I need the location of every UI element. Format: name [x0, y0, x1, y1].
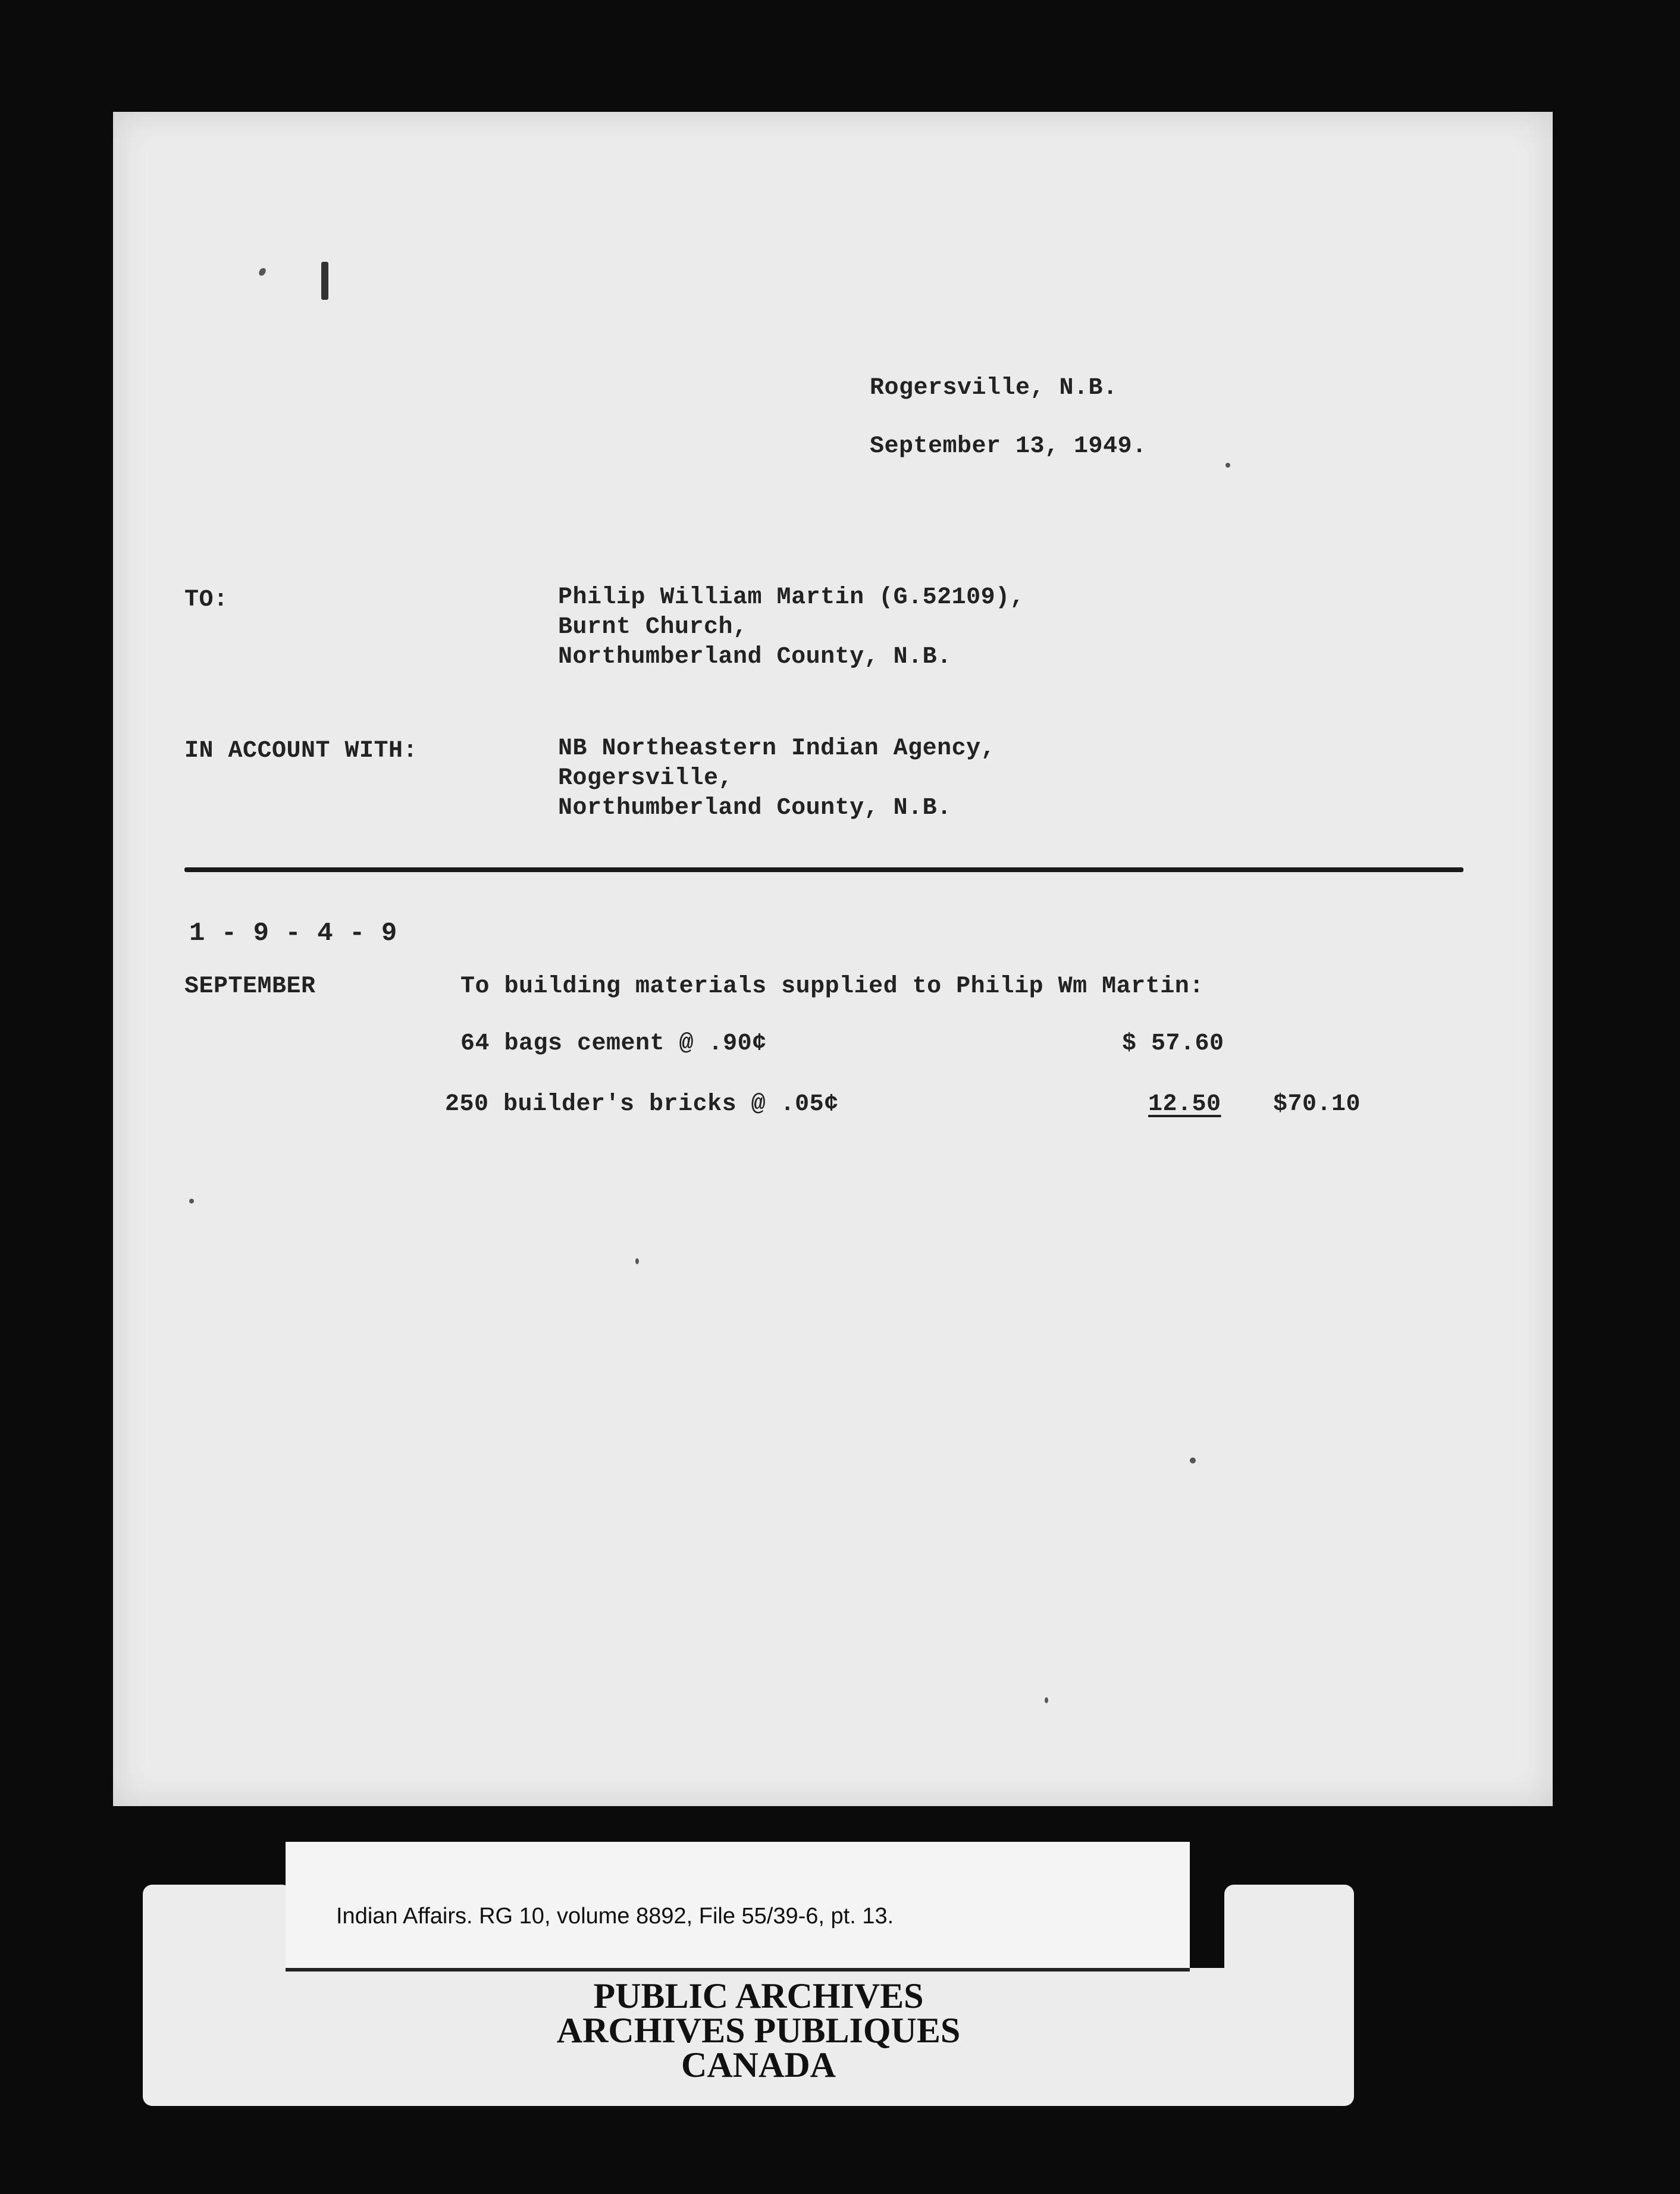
account-month: SEPTEMBER: [184, 973, 316, 1000]
line-item-desc: 64 bags cement @ .90¢: [460, 1030, 767, 1057]
letter-date: September 13, 1949.: [870, 433, 1147, 460]
label-card-right: [1224, 1885, 1354, 2106]
account-address-line: Rogersville,: [558, 765, 734, 792]
to-address-line: Philip William Martin (G.52109),: [558, 584, 1025, 611]
line-item-desc: 250 builder's bricks @ .05¢: [445, 1091, 839, 1118]
account-description: To building materials supplied to Philip Wm Martin:: [460, 973, 1204, 1000]
to-address: [558, 583, 1024, 672]
archive-stamp-line: CANADA: [681, 2045, 836, 2085]
horizontal-rule: [184, 867, 1463, 872]
archive-stamp-line: ARCHIVES PUBLIQUES: [556, 2011, 961, 2050]
line-item-amount: $ 57.60: [1122, 1030, 1224, 1057]
label-card-left: [143, 1885, 292, 2106]
letter-place: Rogersville, N.B.: [870, 375, 1118, 402]
archive-reference: Indian Affairs. RG 10, volume 8892, File 55/39-6, pt. 13.: [336, 1904, 894, 1929]
line-item-amount: 12.50: [1148, 1091, 1221, 1118]
to-label: TO:: [184, 587, 228, 613]
account-total: $70.10: [1273, 1091, 1361, 1118]
account-label: IN ACCOUNT WITH:: [184, 738, 418, 764]
account-address-line: Northumberland County, N.B.: [558, 795, 952, 822]
to-address-line: Burnt Church,: [558, 614, 748, 641]
account-year: 1 - 9 - 4 - 9: [189, 919, 397, 948]
archive-stamp: [274, 1976, 1243, 2085]
account-address: [558, 734, 995, 823]
archive-stamp-line: PUBLIC ARCHIVES: [593, 1976, 924, 2016]
account-address-line: NB Northeastern Indian Agency,: [558, 735, 996, 762]
to-address-line: Northumberland County, N.B.: [558, 644, 952, 670]
document-page: [113, 112, 1553, 1806]
